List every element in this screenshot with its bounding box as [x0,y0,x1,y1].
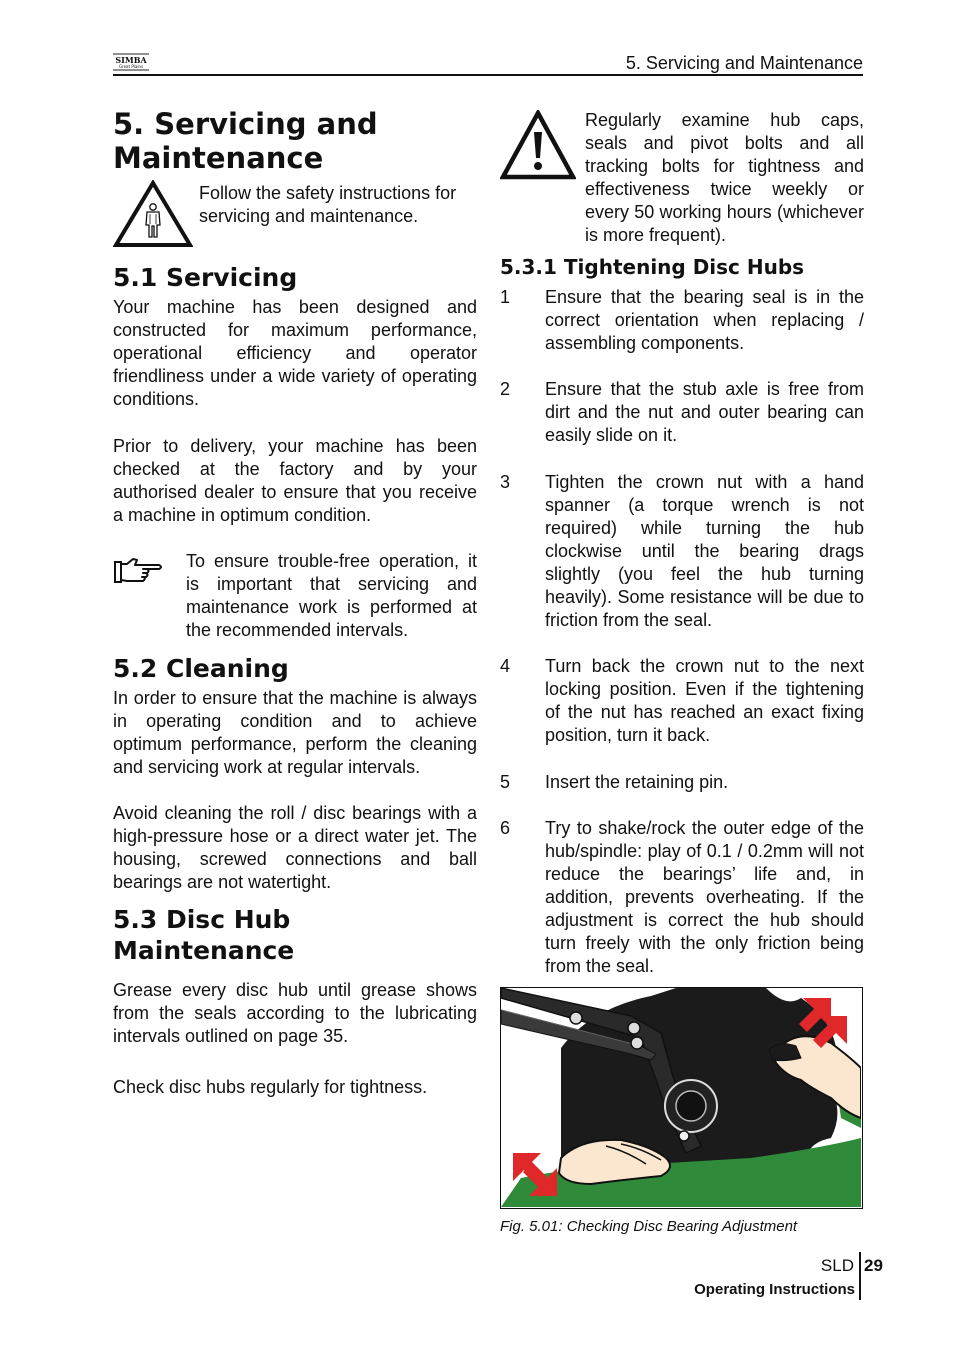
step-text: Turn back the crown nut to the next locking position. Even if the tightening of the nut has reached an exact fixing position, turn it back. [545,656,864,745]
pointing-hand-icon [113,556,165,586]
cleaning-paragraph-1: In order to ensure that the machine is always in operating condition and to achieve optimum performance, perform the cleaning and servicing work at regular intervals. [113,688,477,777]
servicing-paragraph-2: Prior to delivery, your machine has been checked at the factory and by your authorised dealer to ensure that you receive a machine in optimum condition. [113,436,477,525]
header-rule [113,74,863,76]
footer-page-number: 29 [864,1256,883,1275]
disc-hub-paragraph-2: Check disc hubs regularly for tightness. [113,1077,428,1097]
header [113,48,863,76]
step-1 [500,286,864,355]
step-text: Try to shake/rock the outer edge of the hub/spindle: play of 0.1 / 0.2mm will not reduce the bearings’ life and, in addition, prevents overheating. If the adjustment is correct the hub should turn freely with the only friction being from the seal. [545,818,864,976]
step-4 [500,655,864,747]
logo-text: SIMBA [115,55,147,65]
footer-model: SLD [820,1256,854,1275]
figure-caption: Fig. 5.01: Checking Disc Bearing Adjustment [500,1218,798,1235]
disc-hub-paragraph-1: Grease every disc hub until grease shows from the seals according to the lubricating intervals outlined on page 35. [113,980,477,1046]
warning-text: Regularly examine hub caps, seals and pivot bolts and all tracking bolts for tightness and effectiveness twice weekly or every 50 working hours (whichever is more frequent). [585,110,864,245]
step-text: Insert the retaining pin. [545,772,729,792]
step-text: Tighten the crown nut with a hand spanner (a torque wrench is not required) while turning the hub clockwise until the bearing drags slightly (you feel the hub turning heavily). Some resistance will be due to friction from the seal. [545,472,864,630]
page-title: 5. Servicing and Maintenance [113,107,378,175]
step-text: Ensure that the bearing seal is in the correct orientation when replacing / assembling components. [545,287,864,353]
step-number: 3 [500,472,511,492]
step-number: 4 [500,656,511,676]
step-text: Ensure that the stub axle is free from dirt and the nut and outer bearing can easily slide on it. [545,379,864,445]
step-number: 1 [500,287,511,307]
figure-disc-bearing [500,987,863,1209]
step-number: 6 [500,818,511,838]
footer [660,1252,890,1302]
step-number: 2 [500,379,511,399]
header-section-title: 5. Servicing and Maintenance [625,53,863,73]
safety-person-triangle-icon [113,180,193,248]
simba-logo [113,52,149,72]
cleaning-paragraph-2: Avoid cleaning the roll / disc bearings with a high-pressure hose or a direct water jet. The housing, screwed connections and ball bearings are not watertight. [113,803,477,892]
servicing-note: To ensure trouble-free operation, it is important that servicing and maintenance work is performed at the recommended intervals. [186,551,477,640]
heading-cleaning: 5.2 Cleaning [113,654,289,683]
heading-servicing: 5.1 Servicing [113,263,298,292]
step-3 [500,471,864,632]
step-number: 5 [500,772,511,792]
heading-tightening-disc-hubs: 5.3.1 Tightening Disc Hubs [500,255,805,279]
step-5 [500,771,864,794]
step-6 [500,817,864,978]
footer-rule [859,1252,861,1300]
heading-disc-hub: 5.3 Disc Hub Maintenance [113,905,295,965]
logo-subtext: Great Plains [118,64,144,69]
safety-note: Follow the safety instructions for servicing and maintenance. [199,183,457,226]
footer-doc-title: Operating Instructions [694,1281,855,1298]
exclamation-triangle-icon [500,110,576,180]
step-2 [500,378,864,447]
servicing-paragraph-1: Your machine has been designed and constructed for maximum performance, operational efficiency and operator friendliness under a wide variety of operating conditions. [113,297,477,409]
